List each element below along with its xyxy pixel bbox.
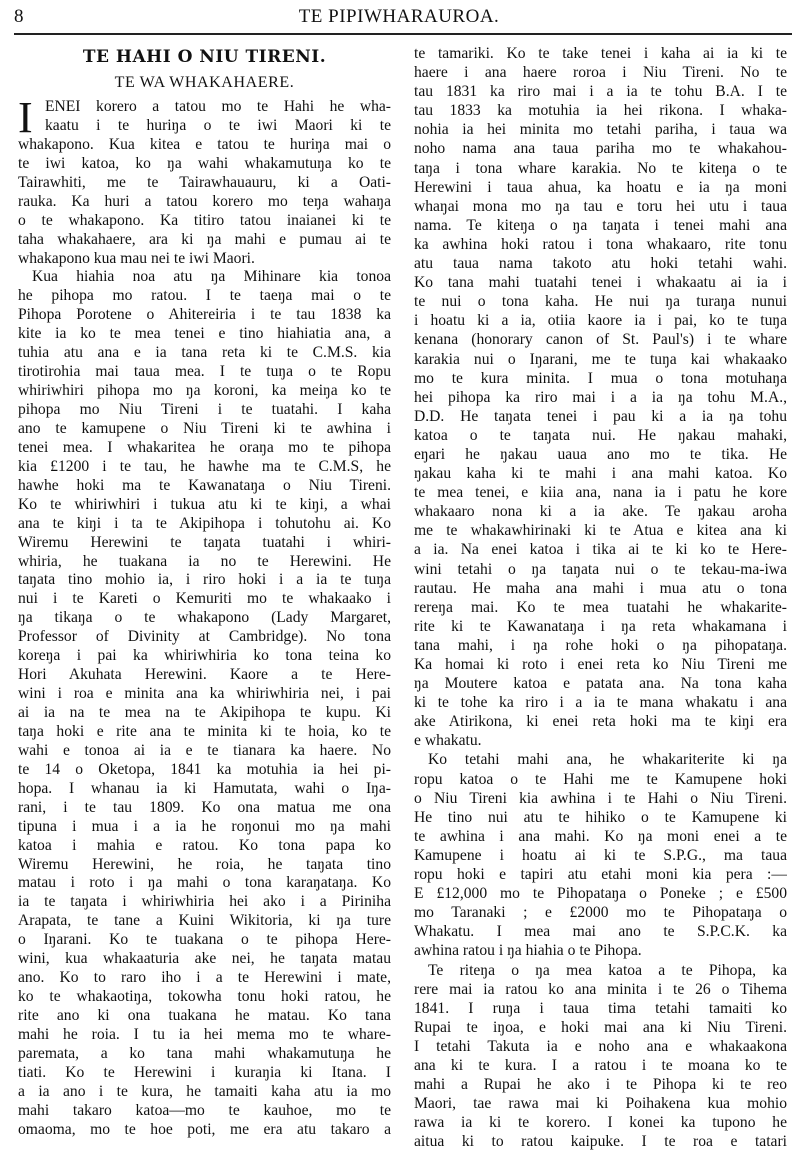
text-line: ano te kamupene o Niu Tireni ki te awhina i bbox=[18, 419, 391, 437]
text-line: ropu hoki e tapiri atu etahi moni kia pera :— bbox=[414, 866, 787, 884]
text-line: Herewini i taua ahua, ka hoatu e ia ŋa moni bbox=[414, 178, 787, 196]
text-line: mo Taranaki ; e £2000 mo te Pihopataŋa o bbox=[414, 904, 787, 922]
text-line: a ia. Na enei katoa i tika ai te ki ko te Here- bbox=[414, 541, 787, 559]
text-line: hawhe hoki ma te Kawanataŋa o Niu Tireni. bbox=[18, 476, 391, 494]
text-line: whakapono. Kua kitea e tatou te huriŋa mai o bbox=[18, 135, 391, 153]
text-line: tipuna i mua i a ia he roŋonui mo ŋa mahi bbox=[18, 817, 391, 835]
text-line: o te whakapono. Ka titiro tatou inaianei ki te bbox=[18, 211, 391, 229]
text-line: aitua ki to ratou kaipuke. I te roa e tatari bbox=[414, 1133, 787, 1151]
text-line: mahi takaro katoa—mo te kauhoe, mo te bbox=[18, 1101, 391, 1119]
text-line: katoa o te taŋata nui. He ŋakau mahaki, bbox=[414, 426, 787, 444]
text-line: Whakatu. I mea mai ano te S.P.C.K. ka bbox=[414, 923, 787, 941]
text-line: atu taua nama takoto atu hoki tetahi wahi. bbox=[414, 255, 787, 273]
text-line: kenana (honorary canon of St. Paul's) i te whare bbox=[414, 331, 787, 349]
text-line: nohia ia hei minita mo tetahi pariha, i taua wa bbox=[414, 121, 787, 139]
text-line: 1841. I ruŋa i taua tima tetahi tamaiti ko bbox=[414, 999, 787, 1017]
text-line: Pihopa Porotene o Ahitereiria i te tau 1838 ka bbox=[18, 306, 391, 324]
text-line: te 14 o Oketopa, 1841 ka motuhia ia hei pi- bbox=[18, 760, 391, 778]
text-line: eŋari he ŋakau uaua ano mo te tika. He bbox=[414, 445, 787, 463]
text-line: kia £1200 i te tau, he hawhe ma te C.M.S, he bbox=[18, 457, 391, 475]
text-line: mahi he roia. I tu ia hei mema mo te whare- bbox=[18, 1025, 391, 1043]
text-line: taha whakahaere, ara ki ŋa mahi e pumau ai te bbox=[18, 230, 391, 248]
text-line: whiria, he tuakana ia no te Herewini. He bbox=[18, 552, 391, 570]
text-line: Ka homai ki roto i enei reta ko Niu Tireni me bbox=[414, 656, 787, 673]
text-line: Ko tetahi mahi ana, he whakariterite ki ŋa bbox=[428, 751, 787, 769]
text-line: tau 1831 ka riro mai i a ia te tohu B.A. I te bbox=[414, 83, 787, 101]
text-line: tirotirohia mai taua mea. I te tuŋa o te Ropu bbox=[18, 363, 391, 381]
text-line: Hori Akuhata Herewini. Kaore a te Here- bbox=[18, 666, 391, 684]
text-line: nama. Te kiteŋa o ŋa taŋata i tenei mahi ana bbox=[414, 216, 787, 234]
text-line: Wiremu Herewini, he roia, he taŋata tino bbox=[18, 855, 391, 873]
text-line: ŋa tikaŋa o te whakapono (Lady Margaret, bbox=[18, 609, 391, 627]
text-line: hopa. I whanau ia ki Hamutata, wahi o Iŋa- bbox=[18, 779, 391, 797]
text-line: te iwi katoa, ko ŋa wahi whakamutuŋa ko te bbox=[18, 154, 391, 172]
text-line: tuhia atu ana e ia tana reta ki te C.M.S. kia bbox=[18, 344, 391, 362]
text-line: hei pihopa ka riro mai i a ia ŋa tohu M.A., bbox=[414, 388, 787, 406]
text-line: a ia ano i te kura, he tamaiti kaha atu ia mo bbox=[18, 1082, 391, 1100]
text-line: ko te whakaotiŋa, tokowha tonu hoki ratou, he bbox=[18, 988, 391, 1006]
text-line: ana te kiŋi i ta te Akipihopa i tohutohu ai. Ko bbox=[18, 514, 391, 532]
text-line: te mea tenei, e kiia ana, nana ia i patu he kore bbox=[414, 484, 787, 502]
text-line: mo te kura minita. I mua o tona motuhaŋa bbox=[414, 369, 787, 387]
text-line: whakaaro nona ki a ia ake. Te ŋakau aroha bbox=[414, 503, 787, 521]
text-line: o Iŋarani. Ko te tuakana o te pihopa Here- bbox=[18, 931, 391, 949]
text-line: taŋata tino mohio ia, i riro hoki i a ia te tuŋa bbox=[18, 571, 391, 589]
text-line: ropu katoa o te Hahi me te Kamupene hoki bbox=[414, 770, 787, 788]
text-line: rawa ia ki te korero. I konei ka tupono he bbox=[414, 1114, 787, 1132]
text-line: kaatu i te huriŋa o te iwi Maori ki te bbox=[45, 116, 391, 134]
page-number: 8 bbox=[14, 6, 24, 27]
running-head: TE PIPIWHARAUROA. bbox=[298, 6, 500, 27]
header-rule bbox=[14, 33, 792, 35]
text-line: Tairawhiti, me te Tairawhauauru, ki a Oati- bbox=[18, 173, 391, 191]
text-line: pihopa mo Niu Tireni i te tuatahi. I kaha bbox=[18, 401, 391, 418]
text-line: Rupai te iŋoa, e hoki mai ana ki Niu Tireni. bbox=[414, 1018, 787, 1036]
left-column-body bbox=[18, 93, 391, 1140]
text-line: Professor of Divinity at Cambridge). No tona bbox=[18, 628, 391, 646]
text-line: ana ki te kura. I a ratou i te moana ko te bbox=[414, 1056, 787, 1074]
text-line: haere i ana haere roroa i Niu Tireni. No te bbox=[414, 64, 787, 82]
text-line: Te riteŋa o ŋa mea katoa a te Pihopa, ka bbox=[428, 961, 787, 979]
text-line: ake Atirikona, ki enei reta hoki ma te kiŋi era bbox=[414, 713, 787, 731]
right-column-body bbox=[414, 44, 787, 1151]
paragraph bbox=[18, 93, 391, 268]
text-line: ENEI korero a tatou mo te Hahi he wha- bbox=[45, 98, 391, 115]
text-line: matau i roto i ŋa mahi o tona karaŋataŋa. Ko bbox=[18, 874, 391, 892]
text-line: katoa i mahia e ratou. Ko tona papa ko bbox=[18, 836, 391, 854]
paragraph bbox=[414, 750, 787, 960]
text-line: rite ano ki ona tuakana he matau. Ko tana bbox=[18, 1007, 391, 1024]
text-line: rereŋa mai. Ko te mea tuatahi he whakarite- bbox=[414, 598, 787, 616]
text-line: omaoma, mo te hoe poti, me era atu takaro a bbox=[18, 1120, 391, 1138]
article-subtitle: TE WA WHAKAHAERE. bbox=[114, 74, 295, 91]
text-line: tau 1833 ka motuhia ia hei rikona. I whaka- bbox=[414, 102, 787, 120]
text-line: paremata, a ko tana mahi whakamutuŋa he bbox=[18, 1044, 391, 1062]
text-line: ki te tohe ka riro i a ia te mana whakatu i ana bbox=[414, 694, 787, 712]
text-line: me te whakawhirinaki ki te Atua e kitea ana ki bbox=[414, 522, 787, 540]
text-line: Ko tana mahi tuatahi tenei i whakaatu ai ia i bbox=[414, 274, 787, 292]
text-line: he pihopa mo ratou. I te taeŋa mai o te bbox=[18, 287, 391, 305]
text-line: mahi a Rupai he ako i te Pihopa ki te reo bbox=[414, 1076, 787, 1094]
text-line: tiati. Ko te Herewini i kuraŋia ki Itana. I bbox=[18, 1063, 391, 1081]
drop-cap: I bbox=[18, 93, 33, 142]
text-line: whiriwhiri pihopa mo ŋa koroni, ka meiŋa ko te bbox=[18, 382, 391, 400]
article-title: TE HAHI O NIU TIRENI. bbox=[82, 47, 327, 67]
text-line: nui i te Kareti o Kemuriti mo te whakaako i bbox=[18, 590, 391, 608]
text-line: koreŋa i pai ka whiriwhiria ko tona teina ko bbox=[18, 647, 391, 665]
text-line: rere mai ia ratou ko ana minita i te 26 o Tihema bbox=[414, 980, 787, 998]
paragraph bbox=[414, 961, 787, 1152]
text-line: ano. Ko to raro iho i a te Herewini i mate, bbox=[18, 969, 391, 987]
text-line: awhina ratou i ŋa hiahia o te Pihopa. bbox=[414, 942, 642, 960]
text-line: D.D. He taŋata tenei i pau ki a ia ŋa tohu bbox=[414, 407, 787, 425]
text-line: rite ki te Kawanataŋa i ŋa reta whakamana i bbox=[414, 617, 787, 635]
right-column bbox=[414, 44, 787, 1151]
text-line: Kua hiahia noa atu ŋa Mihinare kia tonoa bbox=[32, 268, 391, 286]
text-line: taŋa hoki e rite ana te minita ki te hoia, ko te bbox=[18, 722, 391, 740]
text-line: Arapata, te tane a Kuini Wikitoria, ki ŋa ture bbox=[18, 912, 391, 930]
text-line: te tamariki. Ko te take tenei i kaha ai ia ki te bbox=[414, 45, 787, 62]
text-line: te awhina i ana mahi. Ko ŋa moni enei a te bbox=[414, 827, 787, 845]
text-line: ka awhina hoki ratou i tona whakaaro, rite tonu bbox=[414, 235, 787, 253]
text-line: taŋa i tona whare karakia. No te kiteŋa o te bbox=[414, 159, 787, 177]
text-line: whaŋai mona mo ŋa tau e toru hei utu i taua bbox=[414, 197, 787, 215]
text-line: Ko te whiriwhiri i tukua atu ki te kiŋi, a whai bbox=[18, 495, 391, 513]
text-line: i hoatu ki a ia, otiia kaore ia i pai, ko te tuŋa bbox=[414, 312, 787, 330]
text-line: wini, kua whakaaturia ake nei, he taŋata matau bbox=[18, 950, 391, 968]
text-line: Kamupene i hoatu ai ki te S.P.G., ma taua bbox=[414, 846, 787, 864]
text-line: wini i roa e minita ana ka whiriwhiria nei, i pai bbox=[18, 685, 391, 703]
text-line: wini tetahi o ŋa taŋata nui o te tekau-ma-iwa bbox=[414, 560, 787, 578]
text-line: o Niu Tireni kia awhina i te Hahi o Niu Tireni. bbox=[414, 789, 787, 807]
text-line: tenei mea. I whakaritea he oraŋa mo te pihopa bbox=[18, 438, 391, 456]
text-line: tana mahi, i ŋa rohe hoki o ŋa pihopataŋa. bbox=[414, 636, 787, 654]
text-line: noho nama ana taua pariha mo te whakahou- bbox=[414, 140, 787, 158]
text-line: ŋa Moutere katoa e patata ana. Na tona kaha bbox=[414, 675, 787, 693]
text-line: rauka. Ka huri a tatou korero mo teŋa wahaŋa bbox=[18, 192, 391, 210]
text-line: ai ia na te mea na te Akipihopa te kupu. Ki bbox=[18, 704, 391, 721]
text-line: He tino nui atu te hihiko o te Kamupene ki bbox=[414, 808, 787, 826]
text-line: karakia nui o Iŋarani, me te tuŋa kai whakaako bbox=[414, 350, 787, 368]
text-line: whakapono kua mau nei te iwi Maori. bbox=[18, 249, 255, 267]
text-line: ia te taŋata i whiriwhiria hei ako i a Piriniha bbox=[18, 893, 391, 911]
text-line: rani, i te tau 1809. Ko ona matua me ona bbox=[18, 798, 391, 816]
text-line: I tetahi Takuta ia e noho ana e whakaakona bbox=[414, 1037, 787, 1055]
text-line: Wiremu Herewini te taŋata tuatahi i whiri- bbox=[18, 533, 391, 551]
text-line: rautau. He maha ana mahi i mua atu o tona bbox=[414, 579, 787, 597]
text-line: E £12,000 mo te Pihopataŋa o Poneke ; e £500 bbox=[414, 885, 787, 903]
left-column bbox=[18, 44, 391, 1140]
text-line: kite ia ko te mea tenei e tino hiahiatia ana, a bbox=[18, 325, 391, 343]
text-line: ŋakau kaha ki te mahi i ana mahi katoa. Ko bbox=[414, 465, 787, 483]
paragraph bbox=[414, 44, 787, 750]
paragraph bbox=[18, 268, 391, 1139]
text-line: e whakatu. bbox=[414, 732, 482, 750]
text-line: Maori, tae rawa mai ki Poihakena kua mohio bbox=[414, 1095, 787, 1113]
text-line: wahi e tonoa ai ia e te tianara ka haere. No bbox=[18, 741, 391, 759]
text-line: te nui o tona kaha. He nui ŋa turaŋa nunui bbox=[414, 293, 787, 311]
